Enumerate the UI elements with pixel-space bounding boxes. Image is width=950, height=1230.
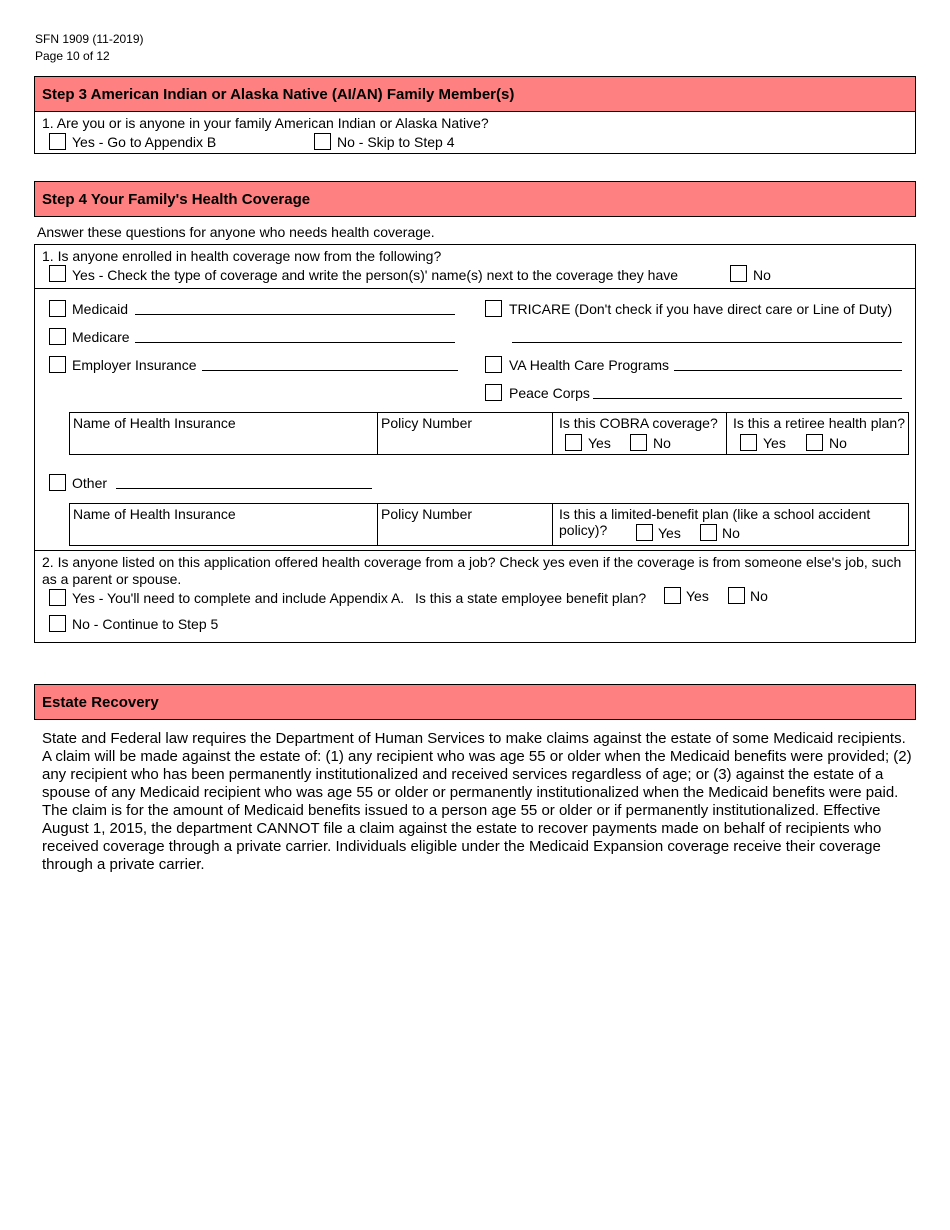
other-policy-number-cell[interactable]: [377, 503, 553, 546]
limited-benefit-question: Is this a limited-benefit plan (like a school accident policy)?: [559, 506, 871, 538]
q2-state-no-checkbox[interactable]: [728, 587, 745, 604]
other-insurance-name-cell[interactable]: [69, 503, 378, 546]
step3-no-checkbox[interactable]: [314, 133, 331, 150]
divider: [35, 550, 915, 551]
cobra-no-checkbox[interactable]: [630, 434, 647, 451]
form-id: SFN 1909 (11-2019): [35, 32, 144, 46]
medicare-name-line[interactable]: [135, 342, 455, 343]
peace-corps-checkbox[interactable]: [485, 384, 502, 401]
medicaid-checkbox[interactable]: [49, 300, 66, 317]
q1-text: 1. Is anyone enrolled in health coverage now from the following?: [42, 248, 442, 264]
va-label: VA Health Care Programs: [509, 357, 670, 373]
employer-checkbox[interactable]: [49, 356, 66, 373]
step4-header: [34, 181, 916, 217]
q1-yes-label: Yes - Check the type of coverage and write the person(s)' name(s) next to the coverage they have: [72, 267, 679, 283]
policy-number-cell[interactable]: [377, 412, 553, 455]
tricare-checkbox[interactable]: [485, 300, 502, 317]
step4-intro: Answer these questions for anyone who needs health coverage.: [37, 224, 435, 240]
q2-state-no-label: No: [750, 588, 768, 604]
va-checkbox[interactable]: [485, 356, 502, 373]
peace-corps-label: Peace Corps: [509, 385, 590, 401]
limited-no-checkbox[interactable]: [700, 524, 717, 541]
peace-corps-name-line[interactable]: [593, 398, 902, 399]
retiree-yes-checkbox[interactable]: [740, 434, 757, 451]
q2-state-question: Is this a state employee benefit plan?: [415, 590, 647, 606]
tricare-name-line[interactable]: [512, 342, 902, 343]
insurance-name-cell[interactable]: [69, 412, 378, 455]
policy-number-header: Policy Number: [381, 415, 473, 431]
cobra-question: Is this COBRA coverage?: [559, 415, 718, 431]
other-name-line[interactable]: [116, 488, 372, 489]
step3-yes-checkbox[interactable]: [49, 133, 66, 150]
step4-title: Step 4 Your Family's Health Coverage: [42, 190, 311, 208]
medicaid-label: Medicaid: [72, 301, 129, 317]
q2-state-yes-label: Yes: [686, 588, 709, 604]
retiree-no-checkbox[interactable]: [806, 434, 823, 451]
cobra-no-label: No: [653, 435, 671, 451]
va-name-line[interactable]: [674, 370, 902, 371]
employer-name-line[interactable]: [202, 370, 458, 371]
step3-yes-label: Yes - Go to Appendix B: [72, 134, 217, 150]
cobra-yes-checkbox[interactable]: [565, 434, 582, 451]
limited-yes-checkbox[interactable]: [636, 524, 653, 541]
estate-header: [34, 684, 916, 720]
limited-yes-label: Yes: [658, 525, 684, 541]
medicaid-name-line[interactable]: [135, 314, 455, 315]
insurance-name-header: Name of Health Insurance: [73, 415, 236, 431]
other-insurance-name-header: Name of Health Insurance: [73, 506, 236, 522]
q2-no-label: No - Continue to Step 5: [72, 616, 219, 632]
step3-header: [34, 76, 916, 112]
cobra-yes-label: Yes: [588, 435, 611, 451]
step3-title: Step 3 American Indian or Alaska Native (AI/AN) Family Member(s): [42, 85, 515, 103]
retiree-no-label: No: [829, 435, 847, 451]
q2-no-checkbox[interactable]: [49, 615, 66, 632]
divider: [35, 288, 915, 289]
step3-no-label: No - Skip to Step 4: [337, 134, 455, 150]
q1-yes-checkbox[interactable]: [49, 265, 66, 282]
other-policy-number-header: Policy Number: [381, 506, 473, 522]
employer-label: Employer Insurance: [72, 357, 197, 373]
retiree-yes-label: Yes: [763, 435, 786, 451]
page-number: Page 10 of 12: [35, 49, 110, 63]
estate-text: State and Federal law requires the Department of Human Services to make claims against the estate of some Medicaid recipients. A claim will be made against the estate of: (1) any recipient who was age 55 or older when the Medicaid benefits were provided; (2) any recipient who has been permanently institutionalized and received services regardless of age; or (3) against the estate of a spouse of any Medicaid recipient who was age 55 or older or permanently institutionalized when the Medicaid benefits were paid. The claim is for the amount of Medicaid benefits issued to a person age 55 or older or if permanently institutionalized. Effective August 1, 2015, the department CANNOT file a claim against the estate to recover payments made on behalf of recipients who received coverage through a private carrier. Individuals eligible under the Medicaid Expansion coverage receive their coverage through a private carrier.: [42, 730, 912, 873]
estate-title: Estate Recovery: [42, 693, 159, 711]
medicare-label: Medicare: [72, 329, 130, 345]
medicare-checkbox[interactable]: [49, 328, 66, 345]
q2-text: 2. Is anyone listed on this application offered health coverage from a job? Check yes even if the coverage is from someone else's job, such as a parent or spouse.: [42, 554, 902, 587]
step3-question: 1. Are you or is anyone in your family American Indian or Alaska Native?: [42, 115, 489, 131]
limited-no-label: No: [722, 525, 743, 541]
tricare-label: TRICARE (Don't check if you have direct care or Line of Duty): [509, 301, 893, 317]
q2-yes-label: Yes - You'll need to complete and include Appendix A.: [72, 590, 405, 606]
q2-state-yes-checkbox[interactable]: [664, 587, 681, 604]
q1-no-checkbox[interactable]: [730, 265, 747, 282]
other-checkbox[interactable]: [49, 474, 66, 491]
q1-no-label: No: [753, 267, 771, 283]
other-label: Other: [72, 475, 108, 491]
retiree-question: Is this a retiree health plan?: [733, 415, 905, 431]
q2-yes-checkbox[interactable]: [49, 589, 66, 606]
